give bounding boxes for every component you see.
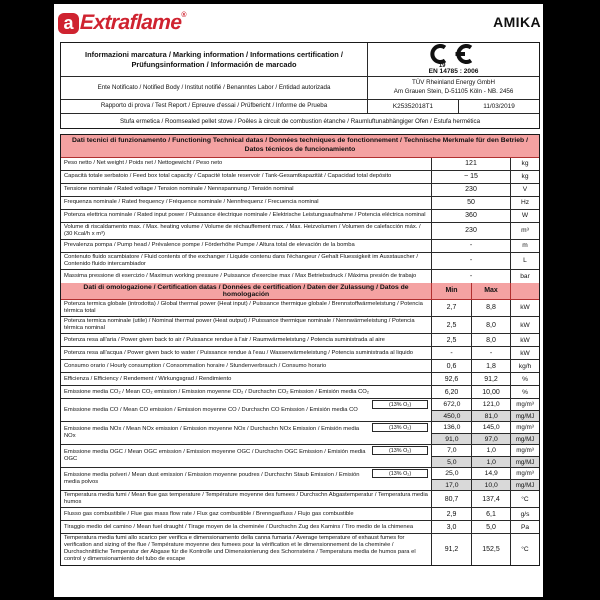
row-unit: °C xyxy=(510,491,539,507)
row-value: 121 xyxy=(431,158,510,170)
tech-data-row xyxy=(61,184,539,197)
row-unit: m³ xyxy=(510,223,539,239)
oxygen-reference-note: (13% O₂) xyxy=(372,423,429,432)
extraflame-logo-icon: a xyxy=(58,13,79,34)
row-max-value: 6,1 xyxy=(471,508,510,520)
test-report-date: 11/03/2019 xyxy=(458,100,539,113)
row-max-value: 5,0 xyxy=(471,521,510,533)
row-unit: V xyxy=(510,184,539,196)
row-value: 230 xyxy=(431,184,510,196)
tech-data-row xyxy=(61,270,539,283)
row-unit: W xyxy=(510,210,539,222)
row-label: Emissione media polveri / Mean dust emission / Emission moyenne poudres / Durchschn Staub Emission / Emisión media polvos xyxy=(64,472,360,486)
emission-row-pair xyxy=(61,468,539,491)
row-label: Potenza termica globale (introdotta) / Global thermal power (Heat input) / Puissance thermique globale / Brennstoffwärmeleistung / Potencia térmica total xyxy=(64,300,423,314)
oxygen-reference-note: (13% O₂) xyxy=(372,469,429,478)
row-min-value-stack xyxy=(431,445,471,467)
row-max-value: 8,8 xyxy=(471,300,510,316)
emission-row-pair xyxy=(61,445,539,468)
row-max-value: 137,4 xyxy=(471,491,510,507)
certification-data-row xyxy=(61,347,539,360)
marking-information-box xyxy=(60,42,540,129)
row-max-value: 91,2 xyxy=(471,373,510,385)
row-max-value: 1,0 xyxy=(471,456,510,467)
certification-section-title: Dati di omologazione / Certification datas / Données de certification / Daten der Zulassung / Datos de homologación xyxy=(83,283,409,298)
row-label: Tiraggio medio del camino / Mean fuel draught / Tirage moyen de la cheminée / Durchschn Zug des Kamins / Tiro medio de la chimenea xyxy=(64,523,414,530)
certification-data-row xyxy=(61,300,539,317)
row-max-value-stack xyxy=(471,468,510,490)
row-unit: bar xyxy=(510,270,539,283)
notified-body-address: Am Grauen Stein, D-51105 Köln - NB. 2456 xyxy=(393,88,514,95)
certification-section-body xyxy=(61,300,539,565)
row-min-value-stack xyxy=(431,422,471,444)
row-unit-stack xyxy=(510,422,539,444)
row-unit-stack xyxy=(510,399,539,421)
row-unit: mg/m³ xyxy=(510,468,539,479)
row-min-value: 0,6 xyxy=(431,360,471,372)
ce-mark-icon xyxy=(428,44,480,64)
row-min-value: 2,5 xyxy=(431,317,471,333)
certification-data-row xyxy=(61,334,539,347)
row-label: Efficienza / Efficiency / Rendement / Wirkungsgrad / Rendimiento xyxy=(64,375,232,382)
row-min-value: 92,6 xyxy=(431,373,471,385)
row-unit: mg/m³ xyxy=(510,445,539,456)
row-min-value: 2,7 xyxy=(431,300,471,316)
oxygen-reference-cell xyxy=(370,399,432,421)
ce-mark-cell xyxy=(367,43,539,76)
row-label: Contenuto fluido scambiatore / Fluid contents of the exchanger / Liquide contenu dans l'échangeur / Gehalt Fluessigkeit im Ausstauscher / Contenido fluido intercambiador xyxy=(64,253,418,267)
certification-section-header xyxy=(61,283,539,300)
row-max-value: 8,0 xyxy=(471,317,510,333)
row-unit: L xyxy=(510,253,539,269)
row-label: Temperatura media fumi allo scarico per verifica e dimensionamento della canna fumaria / Average temperature of exhaust fumes for verification and sizing of the flue / Température moyenne des fumees pour la vérification et le dimensionnement de la cheminée / Durchschnittliche Temperatur der Abgase für die Kontrolle und Dimensionierung des Schornsteins / Temperatura media de humos para el control y dimensionamiento del tubo de escape xyxy=(64,535,416,563)
tech-data-row xyxy=(61,158,539,171)
row-unit: mg/MJ xyxy=(510,479,539,490)
row-unit: mg/MJ xyxy=(510,410,539,421)
test-report-number: K25352018T1 xyxy=(367,100,458,113)
row-label: Emissione media CO / Mean CO emission / Emission moyenne CO / Durchschn CO Emission / Emisión media CO xyxy=(64,406,358,413)
row-unit: kW xyxy=(510,334,539,346)
row-max-value: 14,9 xyxy=(471,468,510,479)
tech-data-row xyxy=(61,171,539,184)
oxygen-reference-note: (13% O₂) xyxy=(372,400,429,409)
tech-data-row xyxy=(61,253,539,270)
row-unit: °C xyxy=(510,534,539,564)
row-max-value: 81,0 xyxy=(471,410,510,421)
row-unit: kg xyxy=(510,171,539,183)
row-max-value: 145,0 xyxy=(471,422,510,433)
row-value: ~ 15 xyxy=(431,171,510,183)
certification-data-row xyxy=(61,521,539,534)
row-min-value: 25,0 xyxy=(431,468,471,479)
row-unit: kg/h xyxy=(510,360,539,372)
tech-section-header: Dati tecnici di funzionamento / Functioning Technical datas / Données techniques de fonctionnement / Technische Merkmale für den Betrieb / Datos técnicos de funcionamiento xyxy=(61,135,539,158)
certification-data-row xyxy=(61,534,539,564)
certification-data-row xyxy=(61,360,539,373)
row-max-value: - xyxy=(471,347,510,359)
notified-body-label: Ente Notificato / Notified Body / Institut notifié / Benanntes Labor / Entidad autorizada xyxy=(97,83,331,91)
emission-row-pair xyxy=(61,399,539,422)
row-unit: kW xyxy=(510,347,539,359)
row-value: 360 xyxy=(431,210,510,222)
row-label: Tensione nominale / Rated voltage / Tension nominale / Nennspannung / Tensión nominal xyxy=(64,186,294,193)
row-unit: kg xyxy=(510,158,539,170)
row-min-value: - xyxy=(431,347,471,359)
oxygen-reference-cell xyxy=(370,445,432,467)
row-label: Volume di riscaldamento max. / Max. heating volume / Volume de réchauffement max. / Max. Heizvolumen / Volumen de calefacción máx. / (30 Kcal/h x m³) xyxy=(64,223,421,237)
tech-data-row xyxy=(61,210,539,223)
row-min-value: 136,0 xyxy=(431,422,471,433)
row-min-value-stack xyxy=(431,468,471,490)
row-max-value: 121,0 xyxy=(471,399,510,410)
row-min-value: 3,0 xyxy=(431,521,471,533)
row-label: Potenza termica nominale (utile) / Nominal thermal power (Heat output) / Puissance thermique nominale / Nennwärmeleistung / Potencia térmica nominal xyxy=(64,318,415,332)
row-unit: kW xyxy=(510,317,539,333)
max-column-header: Max xyxy=(471,283,510,299)
row-unit: mg/m³ xyxy=(510,422,539,433)
ce-notified-body-number: 19 xyxy=(438,62,446,69)
marking-title: Informazioni marcatura / Marking information / Informations certification / Prüfungsinformation / Información de marcado xyxy=(85,49,343,69)
row-value: 230 xyxy=(431,223,510,239)
row-label: Massima pressione di esercizio / Maximun working pressure / Puissance d'exercise max / Max Betriebsdruck / Máxima presión de trabajo xyxy=(64,272,417,279)
row-max-value-stack xyxy=(471,399,510,421)
row-unit: % xyxy=(510,373,539,385)
row-min-value: 91,2 xyxy=(431,534,471,564)
tech-section-body xyxy=(61,158,539,283)
tech-data-row xyxy=(61,197,539,210)
row-value: 50 xyxy=(431,197,510,209)
row-unit: g/s xyxy=(510,508,539,520)
row-min-value: 2,9 xyxy=(431,508,471,520)
row-min-value: 5,0 xyxy=(431,456,471,467)
row-value: - xyxy=(431,270,510,283)
certification-data-row xyxy=(61,386,539,399)
row-max-value: 8,0 xyxy=(471,334,510,346)
row-max-value: 1,0 xyxy=(471,445,510,456)
tech-data-row xyxy=(61,223,539,240)
oxygen-reference-cell xyxy=(370,422,432,444)
label-sheet xyxy=(54,4,543,597)
notified-body-name: TÜV Rheinland Energy GmbH xyxy=(412,79,495,87)
marking-header-row xyxy=(61,43,539,77)
row-unit: mg/MJ xyxy=(510,433,539,444)
row-min-value: 91,0 xyxy=(431,433,471,444)
row-unit: m xyxy=(510,240,539,252)
row-value: - xyxy=(431,253,510,269)
stove-type-row xyxy=(61,114,539,128)
row-max-value: 97,0 xyxy=(471,433,510,444)
row-label: Flusso gas combustibile / Flue gas mass flow rate / Flux gaz combustible / Brenngasfluss / Flujo gas combustible xyxy=(64,510,354,517)
row-label: Potenza elettrica nominale / Rated input power / Puissance électrique nominale / Elektrische Leistungsaufnahme / Potencia eléctrica nominal xyxy=(64,212,426,219)
row-unit: Pa xyxy=(510,521,539,533)
row-label: Emissione media CO₂ / Mean CO₂ emission / Emission moyenne CO₂ / Durchschn CO₂ Emission / Emisión media CO₂ xyxy=(64,388,370,395)
row-unit-stack xyxy=(510,468,539,490)
notified-body-value xyxy=(367,77,539,99)
test-report-row xyxy=(61,100,539,114)
row-label: Frequenza nominale / Rated frequency / Fréquence nominale / Nennfrequenz / Frecuencia nominal xyxy=(64,199,319,206)
row-label: Consumo orario / Hourly consumption / Consommation horaire / Stundenverbrauch / Consumo horario xyxy=(64,362,327,369)
tech-data-row xyxy=(61,240,539,253)
row-label: Emissione media OGC / Mean OGC emission / Emission moyenne OGC / Durchschn OGC Emission / Emisión media OGC xyxy=(64,449,366,463)
oxygen-reference-cell xyxy=(370,468,432,490)
row-unit: mg/m³ xyxy=(510,399,539,410)
row-max-value-stack xyxy=(471,445,510,467)
technical-data-table xyxy=(60,134,540,566)
test-report-label: Rapporto di prova / Test Report / Epreuve d'essai / Prüfbericht / Informe de Prueba xyxy=(100,102,328,110)
row-label: Peso netto / Net weight / Poids net / Nettogewicht / Peso neto xyxy=(64,160,223,167)
min-column-header: Min xyxy=(431,283,471,299)
row-label: Prevalenza pompa / Pump head / Prévalence pompe / Förderhöhe Pumpe / Altura total de elevación de la bomba xyxy=(64,242,355,249)
row-max-value: 10,0 xyxy=(471,479,510,490)
row-label: Capacità totale serbatoio / Feed box total capacity / Capacité totale reservoir / Tank-Gesamtkapazität / Capacidad total depósito xyxy=(64,173,392,180)
row-max-value: 10,00 xyxy=(471,386,510,398)
row-label: Temperatura media fumi / Mean flue gas temperature / Température moyenne des fumees / Durchschn Abgastemperatur / Temperatura media humos xyxy=(64,492,428,506)
product-name: AMIKA xyxy=(493,14,541,30)
row-max-value-stack xyxy=(471,422,510,444)
certification-data-row xyxy=(61,508,539,521)
row-unit: Hz xyxy=(510,197,539,209)
ce-standard: EN 14785 : 2006 xyxy=(428,67,479,75)
certification-data-row xyxy=(61,373,539,386)
row-unit: % xyxy=(510,386,539,398)
row-min-value: 17,0 xyxy=(431,479,471,490)
row-min-value: 7,0 xyxy=(431,445,471,456)
certification-data-row xyxy=(61,491,539,508)
brand-bar xyxy=(54,4,543,42)
row-value: - xyxy=(431,240,510,252)
row-min-value: 672,0 xyxy=(431,399,471,410)
oxygen-reference-note: (13% O₂) xyxy=(372,446,429,455)
notified-body-row xyxy=(61,77,539,100)
row-min-value: 80,7 xyxy=(431,491,471,507)
unit-column-header xyxy=(510,283,539,299)
row-label: Emissione media NOx / Mean NOx emission / Emission moyenne NOx / Durchschn NOx Emission / Emisión media NOx xyxy=(64,426,360,440)
row-unit-stack xyxy=(510,445,539,467)
row-min-value: 2,5 xyxy=(431,334,471,346)
row-max-value: 152,5 xyxy=(471,534,510,564)
brand-name: Extraflame xyxy=(79,11,182,34)
emission-row-pair xyxy=(61,422,539,445)
row-unit: mg/MJ xyxy=(510,456,539,467)
row-label: Potenza resa all'aria / Power given back to air / Puissance rendue à l'air / Raumwärmeleistung / Potencia suministrada al aire xyxy=(64,336,385,343)
row-label: Potenza resa all'acqua / Power given back to water / Puissance rendue à l'eau / Wasserwärmeleistung / Potencia suministrada al liquido xyxy=(64,349,414,356)
certification-data-row xyxy=(61,317,539,334)
stove-type-text: Stufa ermetica / Roomsealed pellet stove / Poêles à circuit de combustion étanche / Raumluftunabhängiger Ofen / Estufa hermética xyxy=(119,117,481,125)
row-min-value-stack xyxy=(431,399,471,421)
row-min-value: 450,0 xyxy=(431,410,471,421)
row-max-value: 1,8 xyxy=(471,360,510,372)
row-unit: kW xyxy=(510,300,539,316)
row-min-value: 6,20 xyxy=(431,386,471,398)
registered-trademark-symbol: ® xyxy=(181,12,187,19)
extraflame-logo xyxy=(58,11,187,35)
